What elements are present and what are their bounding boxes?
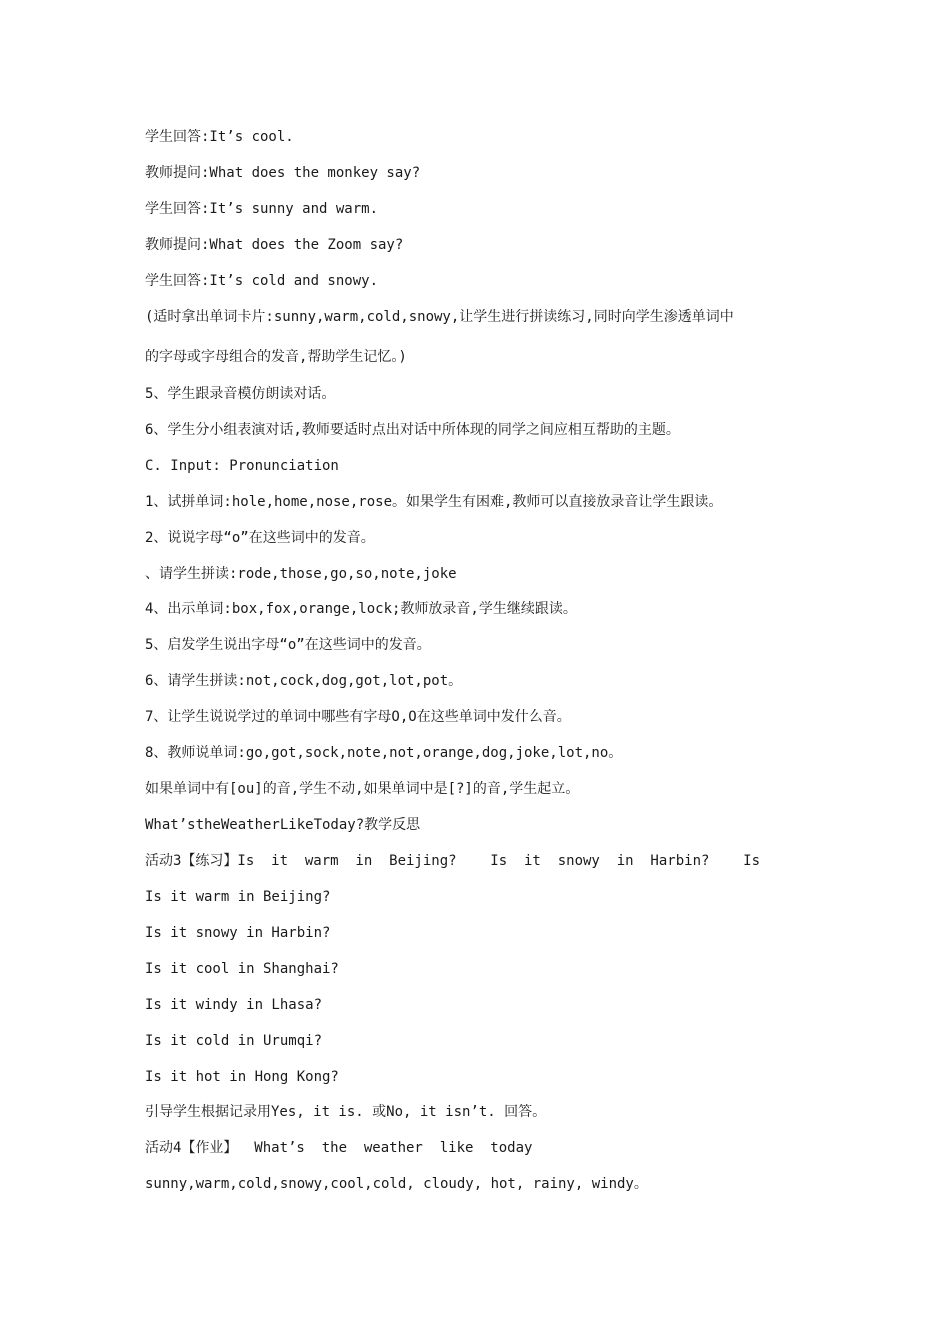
text-line: What’stheWeatherLikeToday?教学反思 bbox=[145, 817, 421, 833]
text-line: 2、说说字母“o”在这些词中的发音。 bbox=[145, 530, 375, 546]
text-line: Is it cool in Shanghai? bbox=[145, 961, 339, 977]
text-line: 5、学生跟录音模仿朗读对话。 bbox=[145, 386, 336, 402]
text-line: 教师提问:What does the Zoom say? bbox=[145, 237, 404, 253]
text-line: Is it windy in Lhasa? bbox=[145, 997, 323, 1013]
text-line: Is it warm in Beijing? bbox=[145, 889, 331, 905]
text-line: 学生回答:It’s cold and snowy. bbox=[145, 273, 379, 289]
text-line: 学生回答:It’s cool. bbox=[145, 129, 294, 145]
text-line: 教师提问:What does the monkey say? bbox=[145, 165, 421, 181]
text-line: 学生回答:It’s sunny and warm. bbox=[145, 201, 379, 217]
text-line: 5、启发学生说出字母“o”在这些词中的发音。 bbox=[145, 637, 431, 653]
text-line: 活动3【练习】Is it warm in Beijing? Is it snowy in Harbin? Is bbox=[145, 853, 761, 869]
text-line: 、请学生拼读:rode,those,go,so,note,joke bbox=[145, 566, 457, 582]
text-line: 的字母或字母组合的发音,帮助学生记忆。) bbox=[145, 349, 407, 365]
text-line: 1、试拼单词:hole,home,nose,rose。如果学生有困难,教师可以直接放录音让学生跟读。 bbox=[145, 494, 723, 510]
text-line: (适时拿出单词卡片:sunny,warm,cold,snowy,让学生进行拼读练习,同时向学生渗透单词中 bbox=[145, 309, 734, 325]
text-line: Is it snowy in Harbin? bbox=[145, 925, 331, 941]
text-line: 6、学生分小组表演对话,教师要适时点出对话中所体现的同学之间应相互帮助的主题。 bbox=[145, 422, 680, 438]
text-line: 4、出示单词:box,fox,orange,lock;教师放录音,学生继续跟读。 bbox=[145, 601, 577, 617]
text-line: 7、让学生说说学过的单词中哪些有字母O,O在这些单词中发什么音。 bbox=[145, 709, 571, 725]
text-line: 6、请学生拼读:not,cock,dog,got,lot,pot。 bbox=[145, 673, 463, 689]
text-line: 活动4【作业】 What’s the weather like today bbox=[145, 1140, 533, 1156]
text-line: Is it hot in Hong Kong? bbox=[145, 1069, 339, 1085]
text-line: C. Input: Pronunciation bbox=[145, 458, 339, 474]
text-line: sunny,warm,cold,snowy,cool,cold, cloudy, hot, rainy, windy。 bbox=[145, 1176, 648, 1192]
text-line: Is it cold in Urumqi? bbox=[145, 1033, 323, 1049]
text-line: 8、教师说单词:go,got,sock,note,not,orange,dog,joke,lot,no。 bbox=[145, 745, 623, 761]
text-line: 如果单词中有[ou]的音,学生不动,如果单词中是[?]的音,学生起立。 bbox=[145, 781, 580, 797]
text-line: 引导学生根据记录用Yes, it is. 或No, it isn’t. 回答。 bbox=[145, 1104, 547, 1120]
